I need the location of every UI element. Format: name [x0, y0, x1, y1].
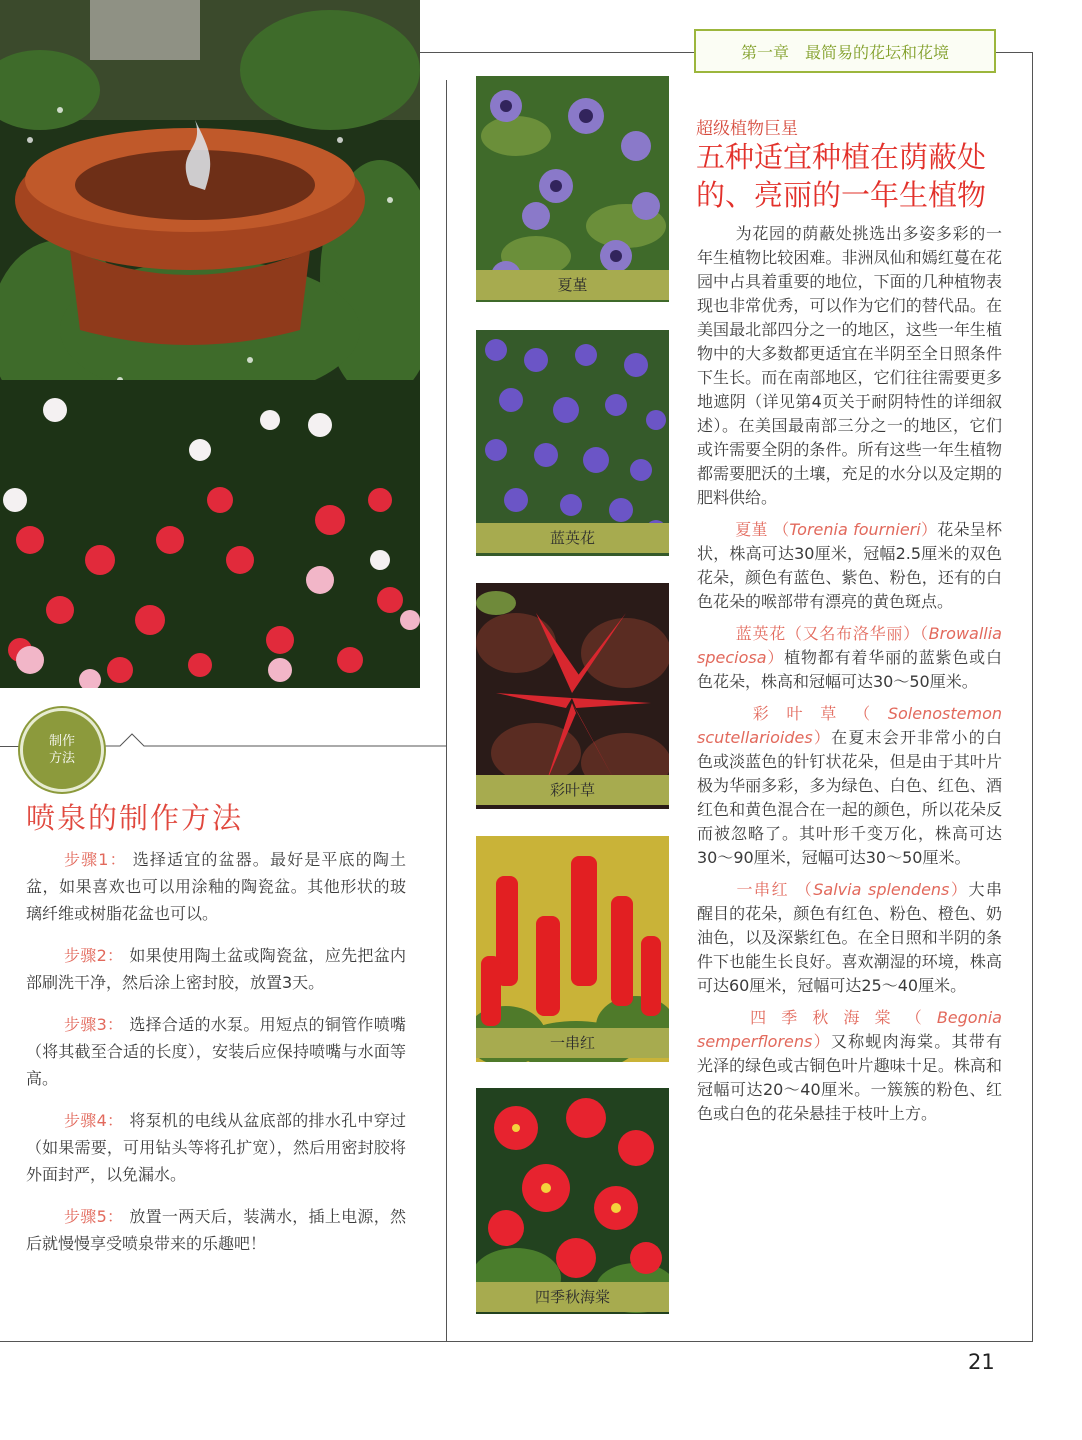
step-label: 步骤5： — [64, 1207, 124, 1226]
plant-name: 夏堇 （Torenia fournieri） — [735, 520, 938, 539]
plant-text: 花朵呈杯状，株高可达30厘米，冠幅2.5厘米的双色花朵，颜色有蓝色、紫色、粉色，还有的白色花朵的喉部带有漂亮的黄色斑点。 — [697, 520, 1002, 611]
plant-text: 又称蚬肉海棠。其带有光泽的绿色或古铜色叶片趣味十足。株高和冠幅可达20～40厘米。一簇簇的粉色、红色或白色的花朵悬挂于枝叶上方。 — [697, 1032, 1002, 1123]
plant-coleus — [697, 702, 1002, 870]
article-kicker: 超级植物巨星 — [696, 119, 798, 139]
top-rule-right — [996, 52, 1032, 53]
method-rule-left — [0, 746, 22, 747]
step-2 — [26, 942, 406, 996]
center-divider — [446, 80, 447, 1342]
step-text: 选择适宜的盆器。最好是平底的陶土盆，如果喜欢也可以用涂釉的陶瓷盆。其他形状的玻璃纤维或树脂花盆也可以。 — [26, 850, 406, 923]
step-label: 步骤1： — [64, 850, 127, 869]
step-label: 步骤2： — [64, 946, 124, 965]
step-text: 将泵机的电线从盆底部的排水孔中穿过（如果需要，可用钻头等将孔扩宽），然后用密封胶将外面封严，以免漏水。 — [26, 1111, 406, 1184]
chapter-tag: 第一章 最简易的花坛和花境 — [694, 29, 996, 73]
plant-salvia — [697, 878, 1002, 998]
photo-torenia — [476, 76, 669, 302]
page-number: 21 — [968, 1350, 995, 1374]
step-label: 步骤3： — [64, 1015, 124, 1034]
caption-browallia: 蓝英花 — [476, 523, 669, 553]
fountain-photo — [0, 0, 420, 688]
caption-salvia: 一串红 — [476, 1028, 669, 1058]
step-4 — [26, 1107, 406, 1188]
plant-begonia — [697, 1006, 1002, 1126]
plant-torenia — [697, 518, 1002, 614]
step-1 — [26, 846, 406, 927]
step-label: 步骤4： — [64, 1111, 124, 1130]
caption-begonia: 四季秋海棠 — [476, 1282, 669, 1312]
photo-begonia — [476, 1088, 669, 1314]
caption-torenia: 夏堇 — [476, 270, 669, 300]
step-3 — [26, 1011, 406, 1092]
method-rule-right — [96, 726, 447, 748]
right-frame-rule — [1032, 52, 1033, 1342]
step-text: 选择合适的水泵。用短点的铜管作喷嘴（将其截至合适的长度），安装后应保持喷嘴与水面等高。 — [26, 1015, 406, 1088]
intro-text: 为花园的荫蔽处挑选出多姿多彩的一年生植物比较困难。非洲凤仙和嫣红蔓在花园中占具着重要的地位，下面的几种植物表现也非常优秀，可以作为它们的替代品。在美国最北部四分之一的地区，这些一年生植物中的大多数都更适宜在半阴至全日照条件下生长。而在南部地区，它们往往需要更多地遮阴（详见第4页关于耐阴特性的详细叙述）。在美国最南部三分之一的地区，它们或许需要全阴的条件。所有这些一年生植物都需要肥沃的土壤，充足的水分以及定期的肥料供给。 — [697, 224, 1002, 507]
plant-name: 四季秋海棠（Begonia semperflorens） — [697, 1008, 1002, 1051]
top-rule-left — [420, 52, 694, 53]
step-5 — [26, 1203, 406, 1257]
method-steps — [26, 846, 406, 1272]
article-body — [697, 222, 1002, 1134]
plant-name: 蓝英花（又名布洛华丽）（Browallia speciosa） — [697, 624, 1002, 667]
method-title: 喷泉的制作方法 — [26, 801, 244, 835]
bottom-rule — [0, 1341, 1033, 1342]
plant-name: 彩叶草（Solenostemon scutellarioides） — [697, 704, 1002, 747]
method-badge — [20, 708, 104, 792]
plant-name: 一串红 （Salvia splendens） — [735, 880, 969, 899]
step-text: 如果使用陶土盆或陶瓷盆，应先把盆内部刷洗干净，然后涂上密封胶，放置3天。 — [26, 946, 406, 992]
badge-line-2: 方法 — [48, 751, 75, 766]
article-headline: 五种适宜种植在荫蔽处的、亮丽的一年生植物 — [696, 140, 987, 212]
plant-text: 在夏末会开非常小的白色或淡蓝色的针钉状花朵，但是由于其叶片极为华丽多彩，多为绿色、白色、红色、酒红色和黄色混合在一起的颜色，所以花朵反而被忽略了。其叶形千变万化，株高可达30～90厘米，冠幅可达30～50厘米。 — [697, 728, 1002, 867]
badge-line-1: 制作 — [48, 734, 75, 749]
plant-text: 大串醒目的花朵，颜色有红色、粉色、橙色、奶油色，以及深紫红色。在全日照和半阴的条件下也能生长良好。喜欢潮湿的环境，株高可达60厘米，冠幅可达25～40厘米。 — [697, 880, 1002, 995]
plant-text: 植物都有着华丽的蓝紫色或白色花朵，株高和冠幅可达30～50厘米。 — [697, 648, 1002, 691]
step-text: 放置一两天后，装满水，插上电源，然后就慢慢享受喷泉带来的乐趣吧！ — [26, 1207, 406, 1253]
intro-paragraph — [697, 222, 1002, 510]
plant-browallia — [697, 622, 1002, 694]
caption-coleus: 彩叶草 — [476, 775, 669, 805]
